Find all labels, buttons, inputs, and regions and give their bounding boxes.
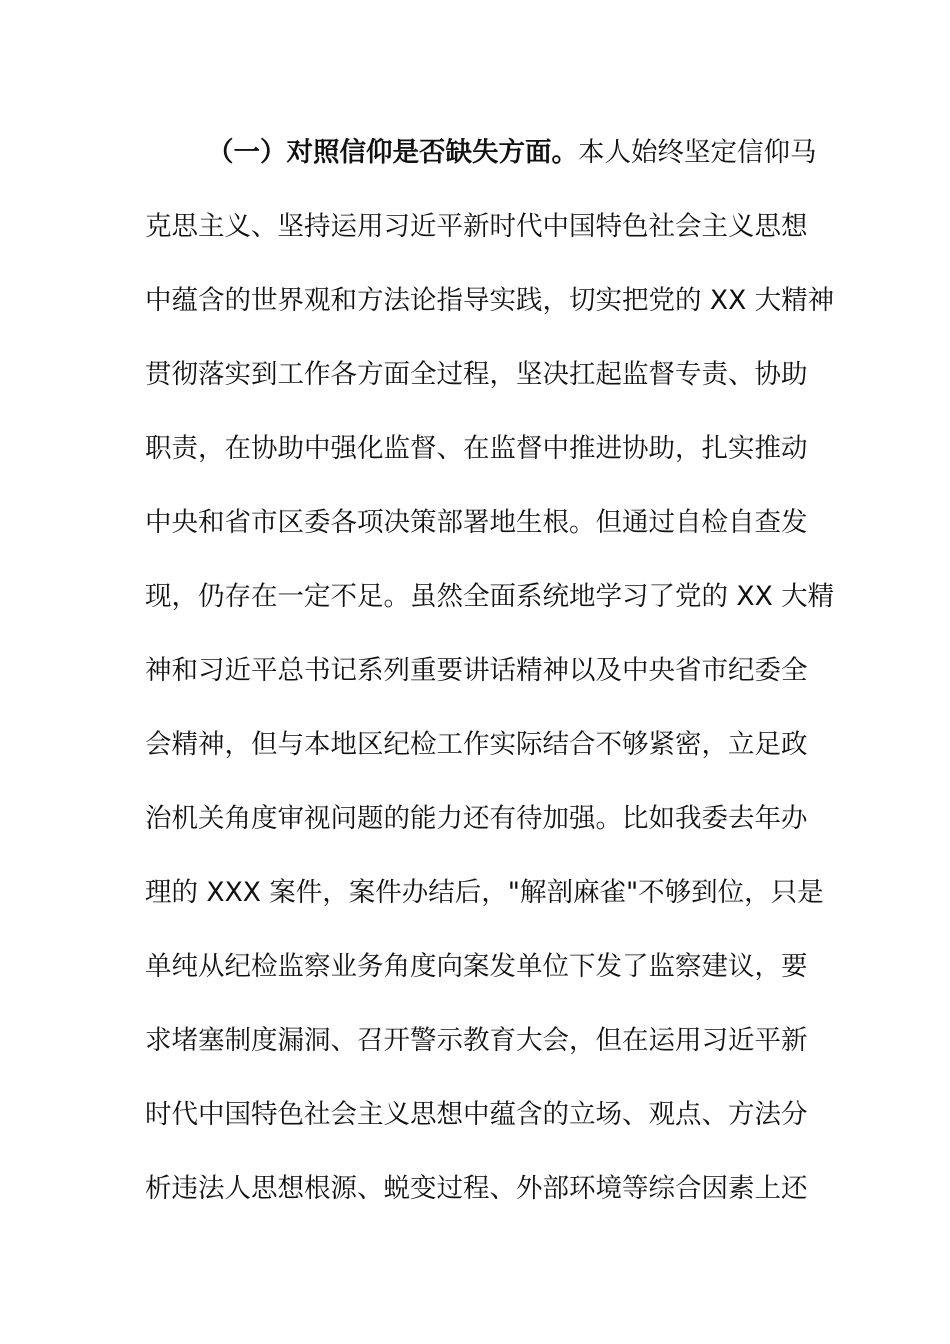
paragraph-line-9: 会精神，但与本地区纪检工作实际结合不够紧密，立足政 [145,729,808,760]
paragraph-line-4: 贯彻落实到工作各方面全过程，坚决扛起监督专责、协助 [145,359,808,390]
paragraph-line-7: 现，仍存在一定不足。虽然全面系统地学习了党的 XX 大精 [145,581,835,612]
paragraph-line-12: 单纯从纪检监察业务角度向案发单位下发了监察建议，要 [145,951,808,982]
paragraph-line-15: 析违法人思想根源、蜕变过程、外部环境等综合因素上还 [145,1173,808,1204]
paragraph-line-1 [207,131,817,175]
paragraph-line-10: 治机关角度审视问题的能力还有待加强。比如我委去年办 [145,803,808,834]
paragraph-line-14: 时代中国特色社会主义思想中蕴含的立场、观点、方法分 [145,1099,808,1130]
paragraph-text: 本人始终坚定信仰马 [578,137,817,168]
paragraph-line-6: 中央和省市区委各项决策部署地生根。但通过自检自查发 [145,507,808,538]
paragraph-line-11: 理的 XXX 案件，案件办结后，"解剖麻雀"不够到位，只是 [145,877,824,908]
paragraph-line-13: 求堵塞制度漏洞、召开警示教育大会，但在运用习近平新 [145,1025,808,1056]
paragraph-line-8: 神和习近平总书记系列重要讲话精神以及中央省市纪委全 [145,655,808,686]
paragraph-line-3: 中蕴含的世界观和方法论指导实践，切实把党的 XX 大精神 [145,285,835,316]
section-heading: （一）对照信仰是否缺失方面。 [207,137,578,168]
paragraph-line-2: 克思主义、坚持运用习近平新时代中国特色社会主义思想 [145,211,808,242]
paragraph-line-5: 职责，在协助中强化监督、在监督中推进协助，扎实推动 [145,433,808,464]
